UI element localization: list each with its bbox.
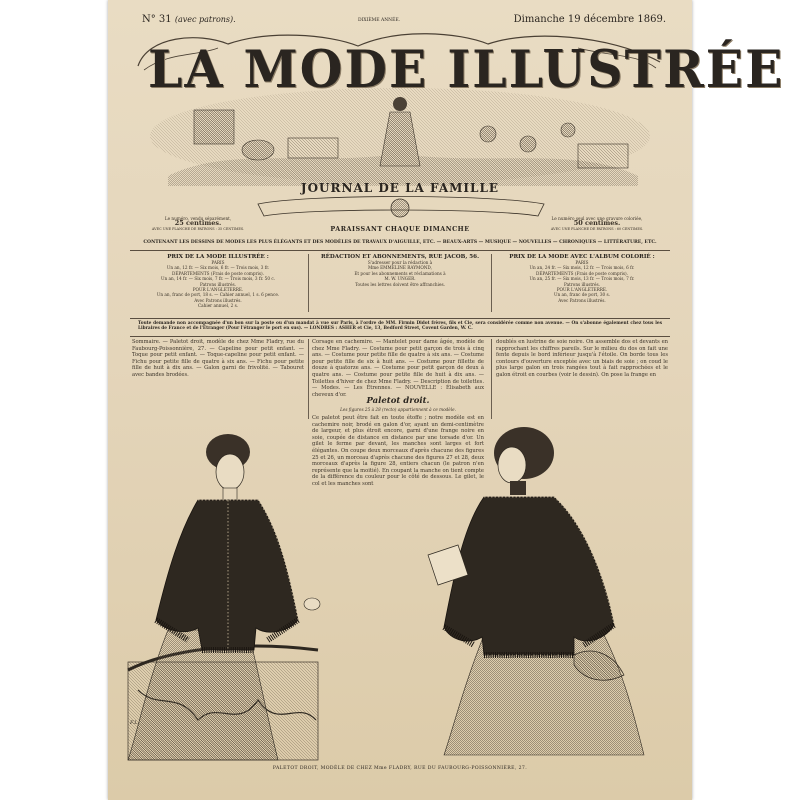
col1-line: Avec Patrons illustrés. [194, 297, 242, 303]
newspaper-page [108, 0, 785, 800]
editorial-column [314, 254, 486, 287]
divider [130, 250, 670, 251]
illustration-woman-back [424, 405, 654, 755]
col2-line: M. W. UNGER. [384, 276, 416, 282]
masthead-title: LA MODE ILLUSTRÉE [148, 38, 785, 100]
divider [308, 254, 309, 312]
price-right-line3: AVEC UNE PLANCHE DE PATRONS : 60 CENTIMES. [550, 226, 644, 231]
col1-line: PARIS [211, 260, 225, 265]
col1-line: POUR L'ANGLETERRE. [192, 287, 244, 293]
article-continuation: doublés en lustrine de soie noire. On assemble dos et devants en rapprochant les chiffres pareils. Sur le milieu du dos on fait une fente depuis le bord inférieur jusqu'à l'étoile. On borde tous les contours d'ouverture exceptée avec un biais de soie ; on coud le plus large galon en trois rangées tout à fait rapprochées et le galon étroit en courbes (voir le dessin). On pose la frange en [496, 339, 668, 378]
col3-line: Un an, 25 fr. — Six mois, 13 fr. — Trois mois, 7 fr. [529, 276, 635, 282]
price-right-line1: Le numéro seul avec une gravure coloriée, [551, 216, 643, 221]
col2-line: S'adresser pour la rédaction à [367, 260, 433, 265]
col1-lines [132, 260, 304, 309]
divider [491, 254, 492, 312]
col1-line: Cahier annuel, 2 s. [197, 303, 239, 309]
col3-line: POUR L'ANGLETERRE. [556, 287, 608, 293]
col3-line: DÉPARTEMENTS (Frais de poste compris). [536, 270, 628, 276]
col2-line: Mme EMMELINE RAYMOND, [368, 265, 432, 271]
col1-line: Patrons illustrés. [199, 281, 236, 287]
price-left-line1: Le numéro, vendu séparément, [164, 216, 232, 221]
price-column-right [496, 254, 668, 303]
engraver-signature: F.L. [130, 720, 140, 726]
col1-title: PRIX DE LA MODE ILLUSTRÉE : [167, 254, 269, 260]
price-right-line2: 50 centimes. [573, 219, 621, 228]
col3-line: PARIS [575, 260, 589, 265]
article-title: Paletot droit. [366, 396, 430, 406]
col2-title: RÉDACTION ET ABONNEMENTS, RUE JACOB, 56. [320, 254, 480, 260]
illustration-woman-front [128, 400, 318, 760]
divider [130, 336, 670, 337]
col1-line: DÉPARTEMENTS (Frais de poste compris). [172, 270, 264, 276]
contents-line: CONTENANT LES DESSINS DE MODES LES PLUS ÉLÉGANTS ET DES MODÈLES DE TRAVAUX D'AIGUILLE, ETC. — BEAUX-ARTS — MUSIQUE — NOUVELLES — CHRONIQUES — LITTÉRATURE, ETC. [143, 240, 657, 245]
col3-line: Un an, franc de port, 30 s. [553, 292, 610, 298]
year-label: DIXIÈME ANNÉE. [358, 18, 401, 23]
col2-line: Toutes les lettres doivent être affranchies. [355, 281, 445, 287]
figure-caption: PALETOT DROIT, MODÈLE DE CHEZ Mme FLADRY, RUE DU FAUBOURG-POISSONNIÈRE, 27. [272, 766, 528, 771]
article-body: Ce paletot peut être fait en toute étoffe ; notre modèle est en cachemire noir, brodé en galon d'or, ayant un demi-centimètre de largeur, et plus étroit encore, garni d'une frange noire en soie, coupée de distance en distance par une torsade d'or. Un gilet le ferme par devant, les manches sont larges et fort élégantes. On coupe deux morceaux d'après chacune des figures 25 et 26, un morceau d'après chacune des figures 27 et 28, deux morceaux d'après la figure 28, entiers chacun (le patron n'en représente que la moitié). En coupant la manche on tient compte de la différence du couleur pour le côté de dessous. Le gilet, le col et les manches sont [312, 415, 484, 487]
masthead-subtitle: JOURNAL DE LA FAMILLE [300, 181, 500, 195]
col2-lines [314, 260, 486, 287]
col3-line: Avec Patrons illustrés. [558, 297, 606, 303]
col3-lines [496, 260, 668, 303]
article-subtitle: Les figures 25 à 28 (recto) appartiennent à ce modèle. [340, 407, 456, 412]
col3-line: Un an, 24 fr. — Six mois, 12 fr. — Trois mois, 6 fr. [529, 265, 635, 271]
col3-title: PRIX DE LA MODE AVEC L'ALBUM COLORIÉ : [509, 254, 655, 260]
col3-line: Patrons illustrés. [563, 281, 600, 287]
contents-text: Corsage en cachemire. — Mantelet pour dame âgée, modèle de chez Mme Fladry. — Costume pour petit garçon de trois à cinq ans. — Costume pour petite fille de quatre à six ans. — Costume pour petite fille de six à huit ans. — Costume pour fillette de douze à quatorze ans. — Costume pour petit garçon de deux à quatre ans. — Costume pour petite fille de huit à dix ans. — Toilettes d'hiver de chez Mme Fladry. — Description de toilettes. — Modes. — Les Étrennes. — NOUVELLE : Élisabeth aux cheveux d'or. [312, 339, 484, 398]
col1-line: Un an, franc de port, 18 s. — Cahier annuel, 1 s. 6 pence. [156, 292, 280, 298]
tagline: PARAISSANT CHAQUE DIMANCHE [330, 225, 470, 233]
subscription-notice: Toute demande non accompagnée d'un bon sur la poste ou d'un mandat à vue sur Paris, à l'ordre de MM. Firmin Didot frères, fils et Cie, sera considérée comme non avenue. — On s'abonne également chez tous les Libraires de France et de l'Étranger (Pour l'étranger le port en sus). — LONDRES : ASHER et Cie, 13, Bedford Street, Covent Garden, W. C. [138, 321, 662, 332]
price-left-line3: AVEC UNE PLANCHE DE PATRONS : 35 CENTIMES. [151, 226, 245, 231]
price-right [532, 216, 662, 232]
price-left [138, 216, 258, 232]
col1-line: Un an, 14 fr. — Six mois, 7 fr. — Trois mois, 3 fr. 50 c. [160, 276, 276, 282]
sommaire-text: Sommaire. — Paletot droit, modèle de chez Mme Fladry, rue du Faubourg-Poissonnière, 27. — Capeline pour petit enfant. — Toque pour petit enfant. — Toque-capeline pour petit enfant. — Fichu pour petite fille de quatre à six ans. — Fichu pour petite fille de huit à dix ans. — Galon garni de frivolité. — Tabouret avec bandes brodées. [132, 339, 304, 378]
price-column-left [132, 254, 304, 309]
col2-line: Et pour les abonnements et réclamations à [354, 270, 446, 276]
col1-line: Un an, 12 fr. — Six mois, 6 fr. — Trois mois, 3 fr. [166, 265, 270, 271]
divider [130, 318, 670, 319]
issue-date: Dimanche 19 décembre 1869. [513, 14, 666, 25]
price-left-line2: 25 centimes. [174, 219, 222, 228]
issue-number: N° 31 (avec patrons). [142, 14, 236, 25]
